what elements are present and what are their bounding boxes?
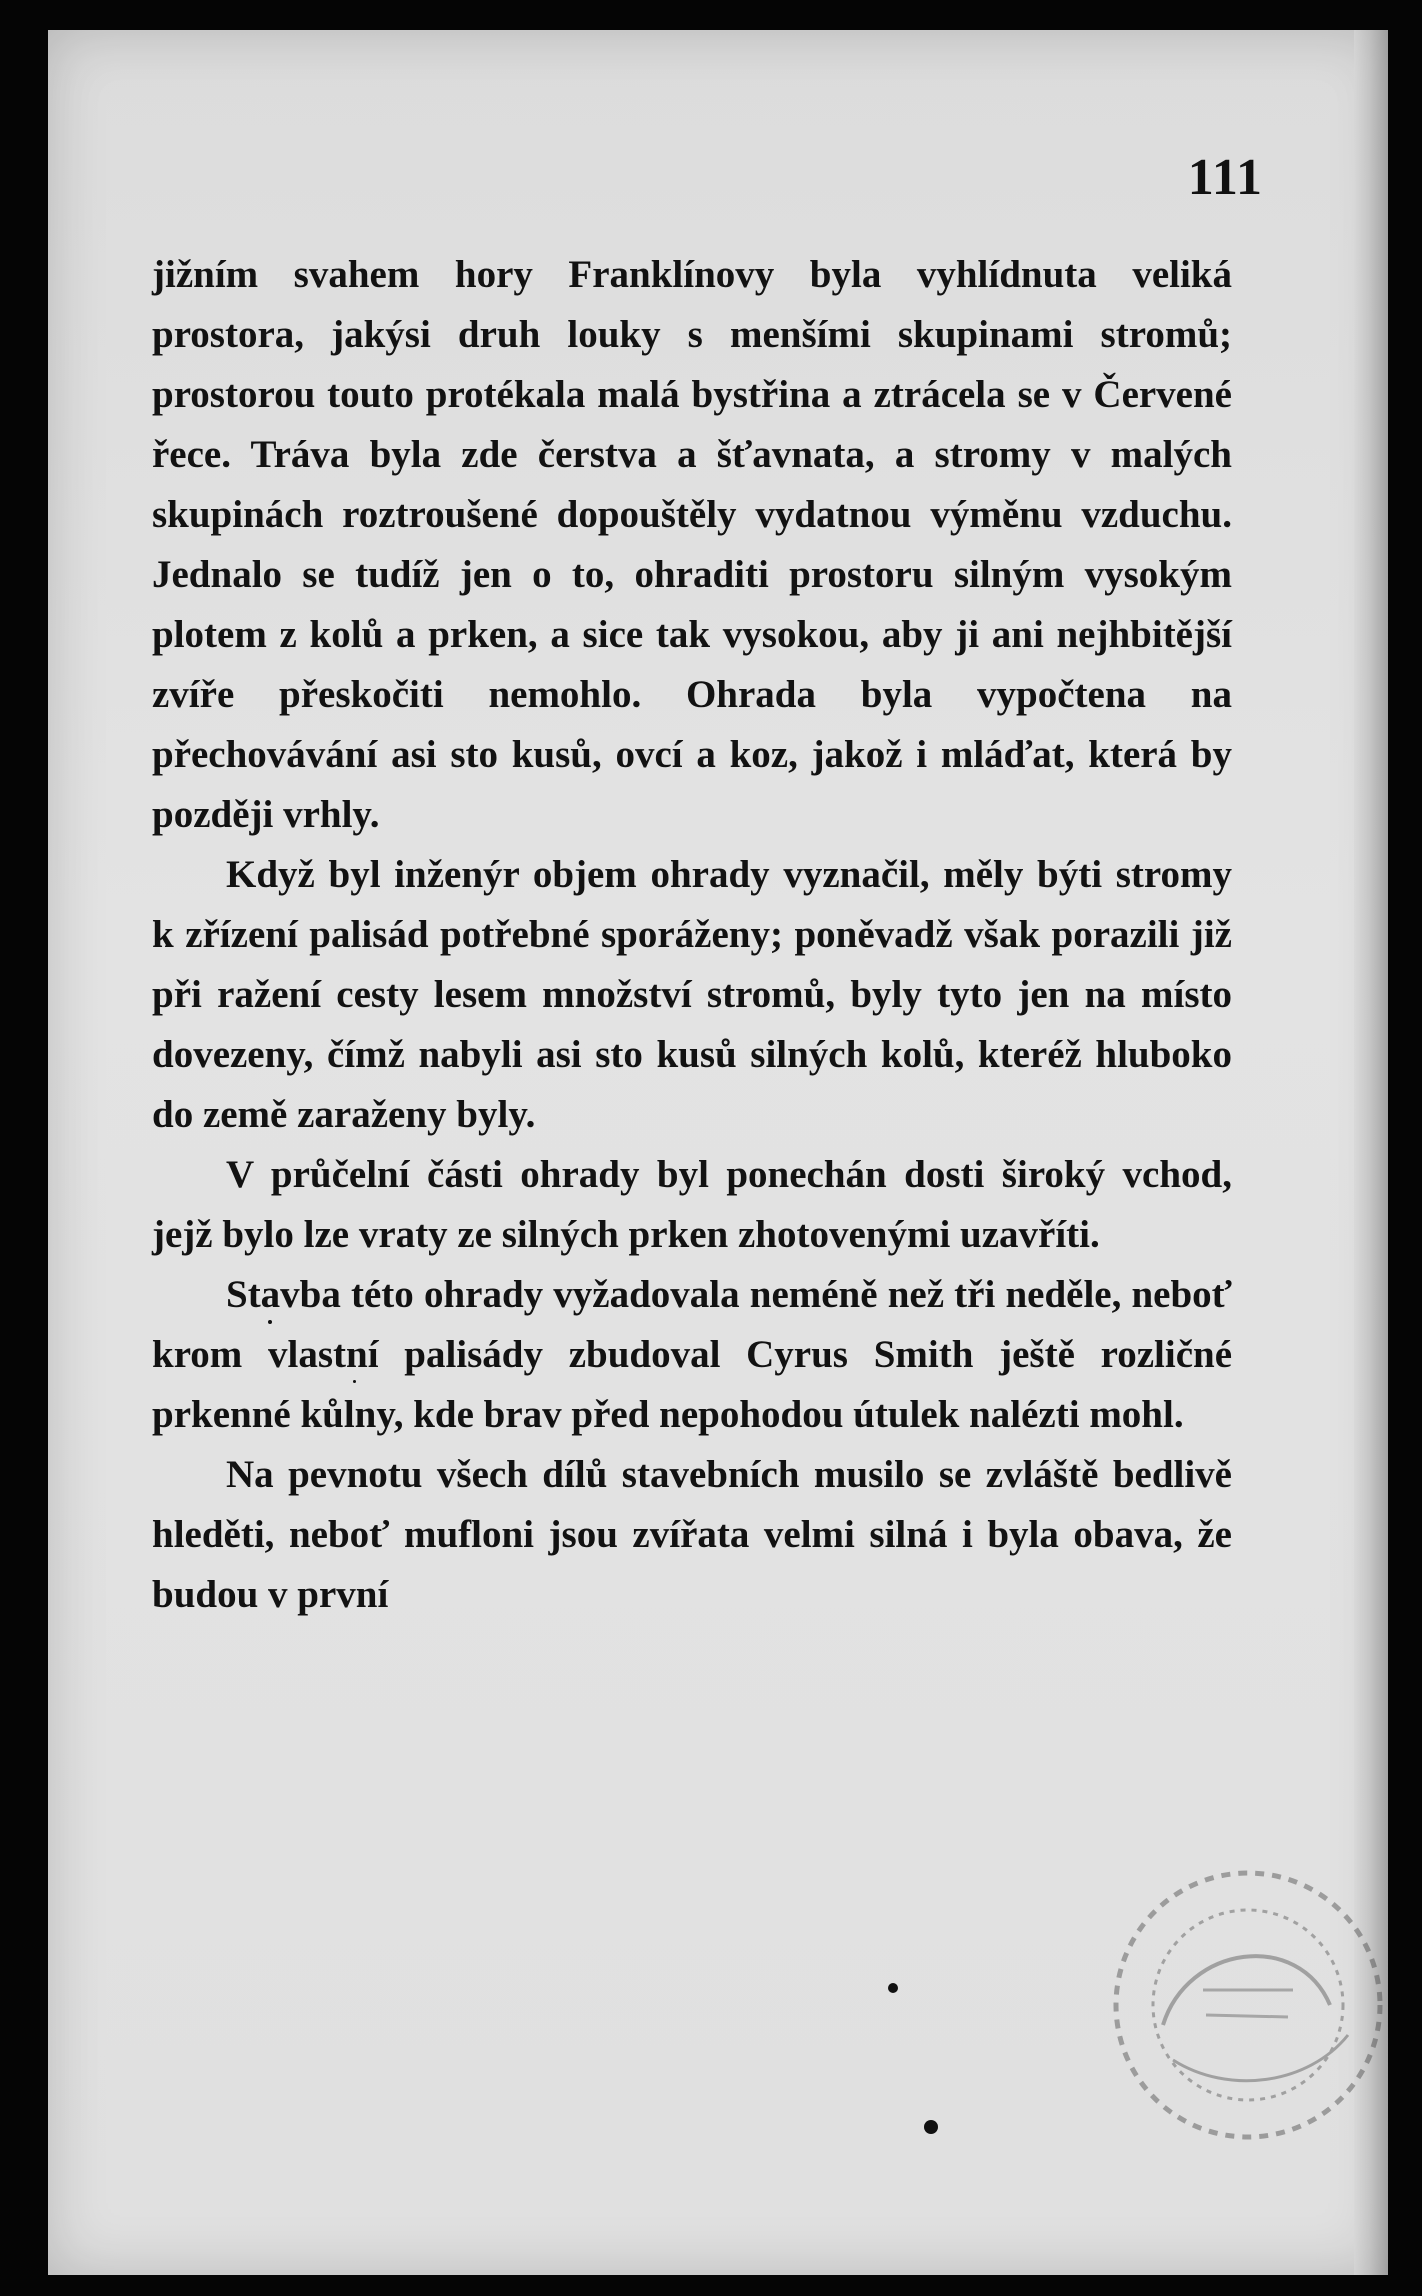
paragraph-3: V průčelní části ohrady byl ponechán dosti široký vchod, jejž bylo lze vraty ze silných prken zhotovenými uzavříti.: [152, 1153, 1232, 1256]
paragraph-1: jižním svahem hory Franklínovy byla vyhlídnuta veliká prostora, jakýsi druh louky s menšími skupinami stromů; prostorou touto protékala malá bystřina a ztrácela se v Červené řece. Tráva byla zde čerstva a šťavnata, a stromy v malých skupinách roztroušené dopouštěly vydatnou výměnu vzduchu. Jednalo se tudíž jen o to, ohraditi prostoru silným vysokým plotem z kolů a prken, a sice tak vysokou, aby ji ani nejhbitější zvíře přeskočiti nemohlo. Ohrada byla vypočtena na přechovávání asi sto kusů, ovcí a koz, jakož i mláďat, která by později vrhly.: [152, 253, 1232, 836]
scan-speck: [924, 2120, 938, 2134]
scan-speck: [268, 1320, 272, 1324]
scan-speck: [888, 1983, 898, 1993]
paragraph-5: Na pevnotu všech dílů stavebních musilo se zvláště bedlivě hleděti, neboť mufloni jsou zvířata velmi silná i byla obava, že budou v první: [152, 1453, 1232, 1616]
paragraph-4: Stavba této ohrady vyžadovala neméně než tři neděle, neboť krom vlastní palisády zbudoval Cyrus Smith ještě rozličné prkenné kůlny, kde brav před nepohodou útulek nalézti mohl.: [152, 1273, 1232, 1436]
paragraph-2: Když byl inženýr objem ohrady vyznačil, měly býti stromy k zřízení palisád potřebné sporáženy; poněvadž však porazili již při ražení cesty lesem množství stromů, byly tyto jen na místo dovezeny, čímž nabyli asi sto kusů silných kolů, kteréž hluboko do země zaraženy byly.: [152, 853, 1232, 1136]
page-text: [152, 245, 1232, 1625]
book-page: [48, 30, 1388, 2275]
page-number: 111: [1187, 149, 1263, 206]
scan-speck: [353, 1380, 356, 1383]
library-stamp: [1078, 1835, 1388, 2175]
